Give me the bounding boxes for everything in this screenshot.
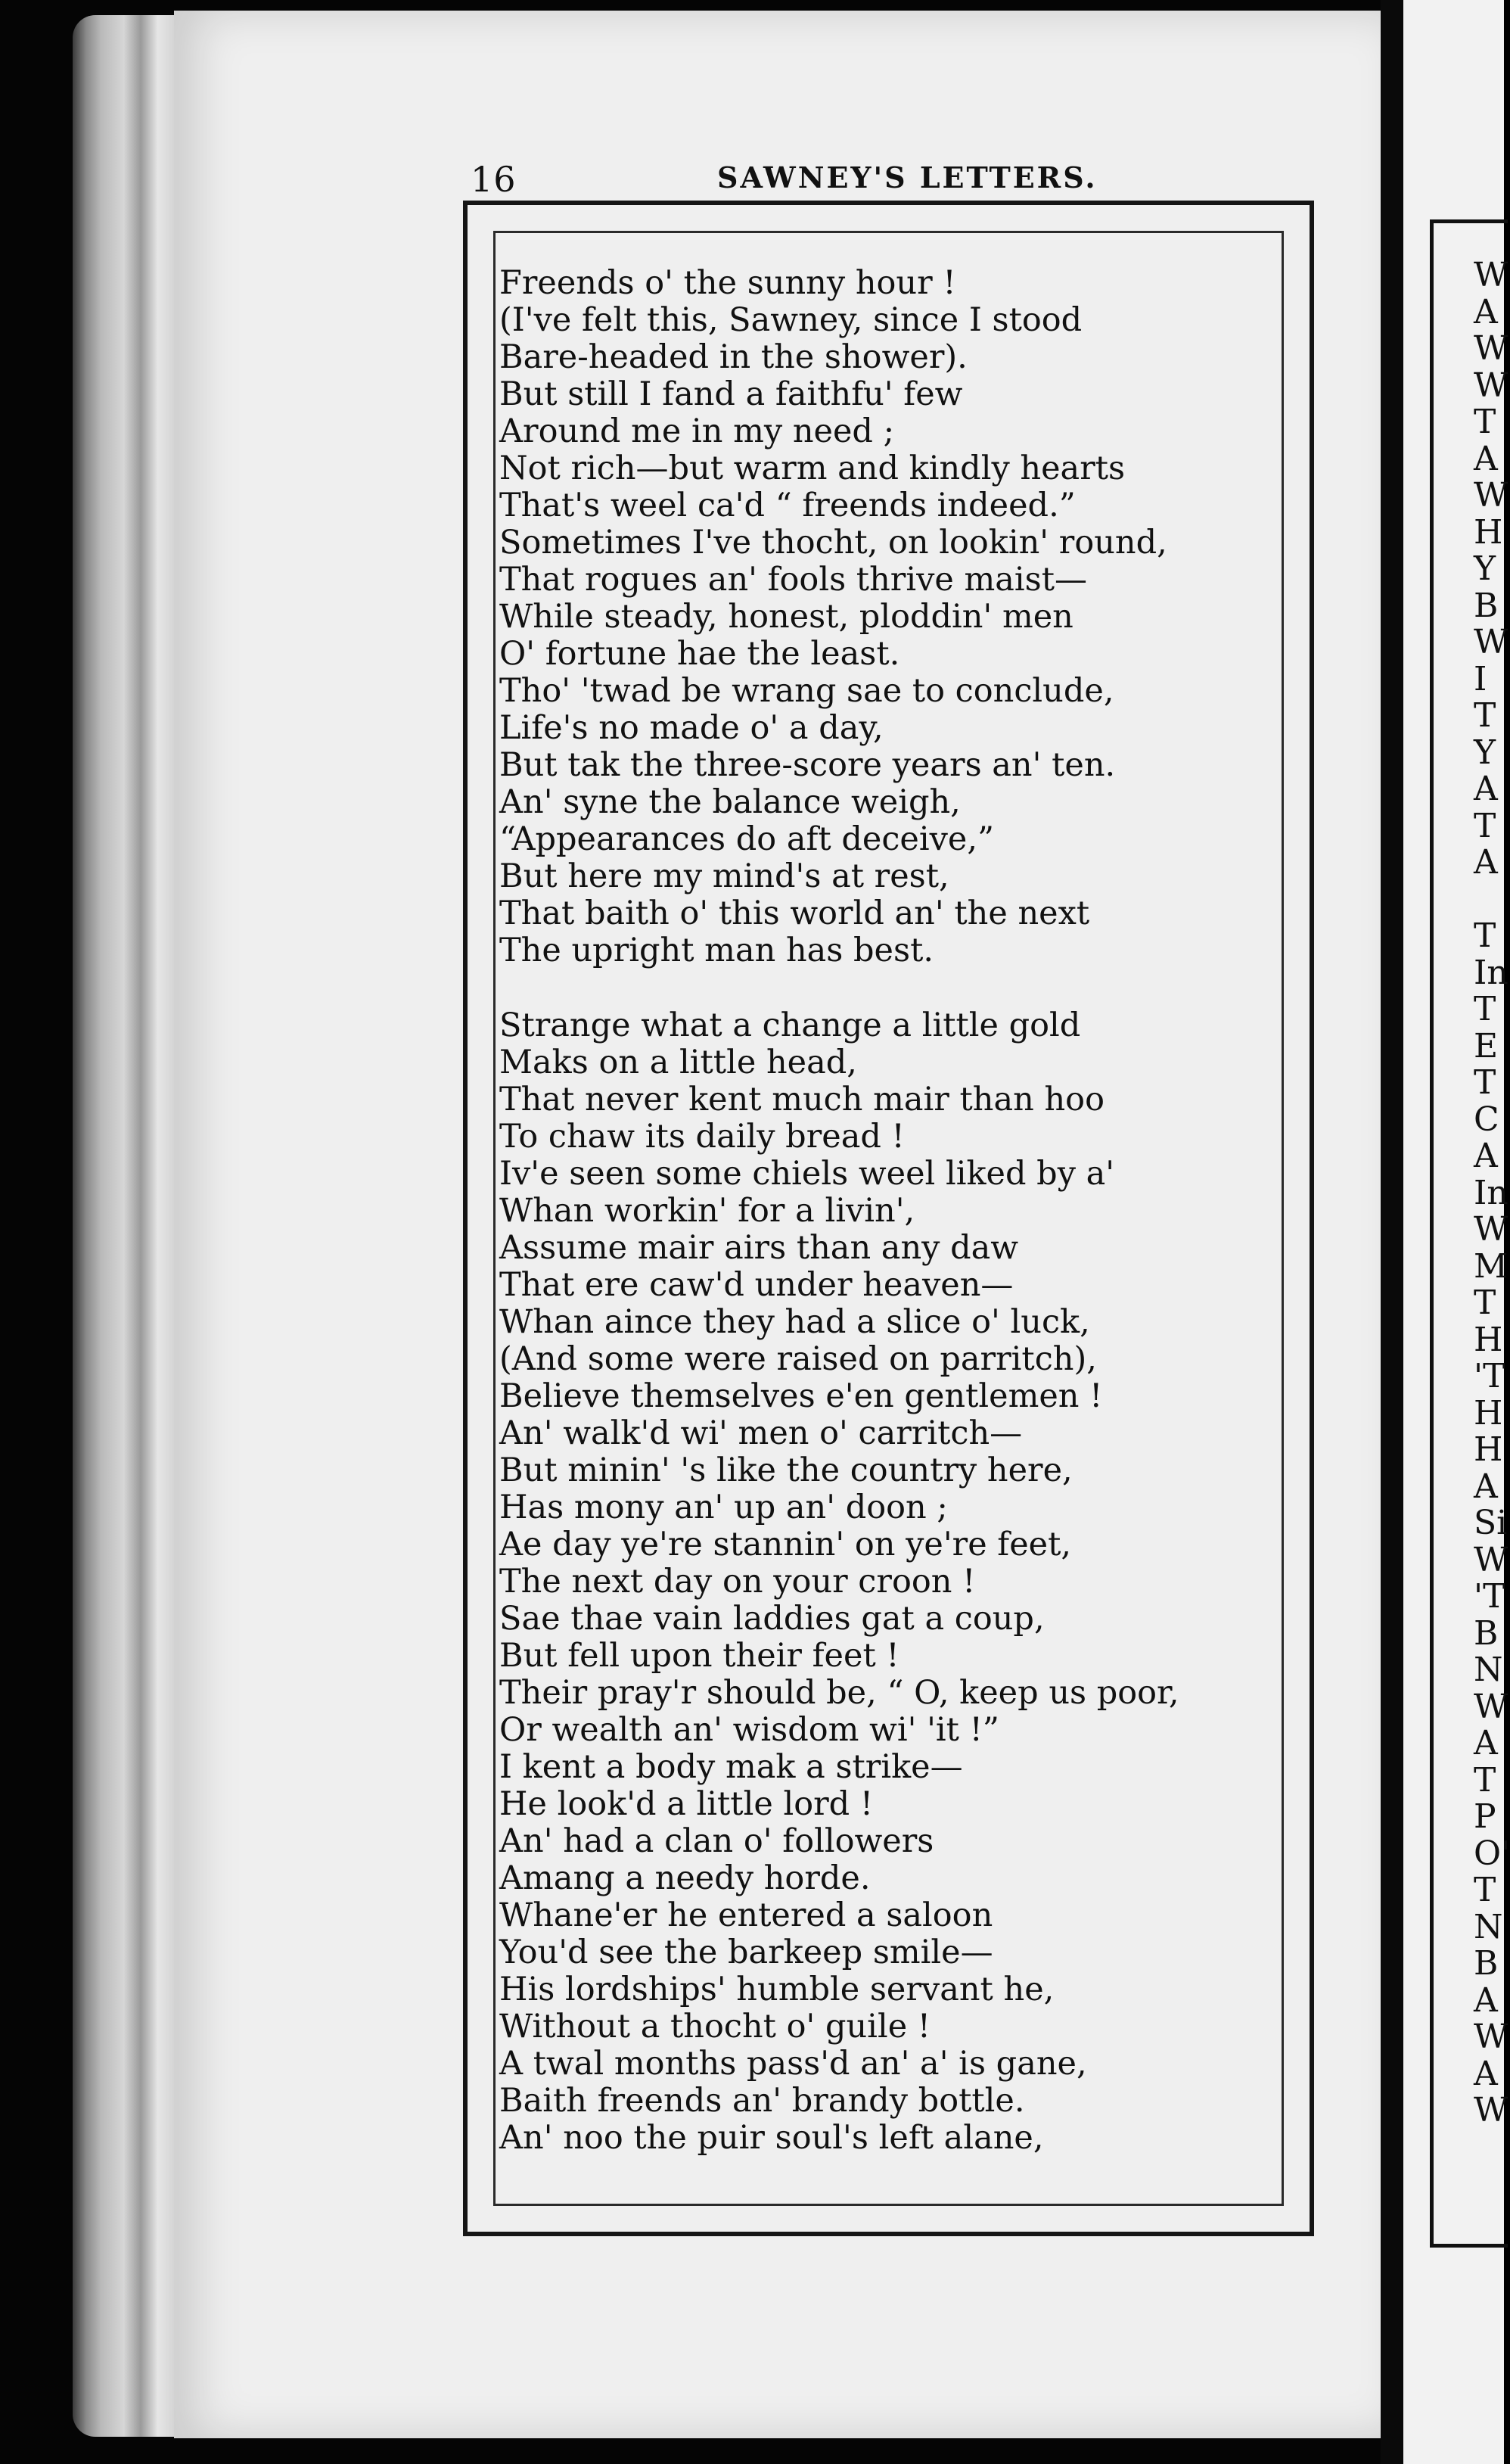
poem-line: Bare-headed in the shower).: [499, 338, 968, 376]
poem-line: Whane'er he entered a saloon: [499, 1896, 993, 1934]
poem-line: But still I fand a faithfu' few: [499, 375, 963, 413]
poem-line: A twal months pass'd an' a' is gane,: [499, 2045, 1087, 2083]
poem-line: Around me in my need ;: [499, 412, 895, 450]
poem-line: To chaw its daily bread !: [499, 1118, 905, 1156]
stanza-1: [499, 265, 1286, 969]
poem-line: (I've felt this, Sawney, since I stood: [499, 301, 1083, 339]
poem-line: But tak the three-score years an' ten.: [499, 746, 1116, 784]
stanza-2: [499, 1007, 1286, 2157]
poem-line: An' syne the balance weigh,: [499, 783, 961, 821]
poem-line: Or wealth an' wisdom wi' 'it !”: [499, 1711, 999, 1749]
poem-line: Whan aince they had a slice o' luck,: [499, 1303, 1090, 1341]
poem-line: Sometimes I've thocht, on lookin' round,: [499, 524, 1167, 562]
poem-line: “Appearances do aft deceive,”: [499, 820, 995, 858]
stanza-break: [499, 969, 1286, 1007]
poem-line: Sae thae vain laddies gat a coup,: [499, 1600, 1045, 1638]
poem-line: Not rich—but warm and kindly hearts: [499, 450, 1126, 487]
poem-line: Baith freends an' brandy bottle.: [499, 2082, 1025, 2120]
running-head: SAWNEY'S LETTERS.: [717, 160, 1098, 194]
poem-line: Their pray'r should be, “ O, keep us poor,: [499, 1674, 1179, 1712]
poem-line: Strange what a change a little gold: [499, 1006, 1081, 1044]
poem-line: Life's no made o' a day,: [499, 709, 884, 747]
poem-line: But fell upon their feet !: [499, 1637, 899, 1675]
poem-line: He look'd a little lord !: [499, 1785, 874, 1823]
poem-line: Whan workin' for a livin',: [499, 1192, 915, 1230]
poem-line: Amang a needy horde.: [499, 1859, 871, 1897]
poem-line: But minin' 's like the country here,: [499, 1451, 1073, 1489]
poem-line: That baith o' this world an' the next: [499, 894, 1090, 932]
poem-line: While steady, honest, ploddin' men: [499, 598, 1073, 636]
poem-line: Ae day ye're stannin' on ye're feet,: [499, 1526, 1072, 1563]
poem-line: The next day on your croon !: [499, 1563, 976, 1601]
facing-page-text: W A W W T A W H Y B W I T Y A T A T In T E T C A In W M T H 'T H H A Si W 'T B N W A T P O' T N B A W A W: [1474, 256, 1510, 2130]
poem-line: Freends o' the sunny hour !: [499, 264, 956, 302]
poem-line: Has mony an' up an' doon ;: [499, 1489, 948, 1526]
poem-line: Maks on a little head,: [499, 1044, 857, 1081]
poem: [499, 265, 1286, 2157]
poem-line: That rogues an' fools thrive maist—: [499, 561, 1088, 599]
poem-line: That's weel ca'd “ freends indeed.”: [499, 487, 1076, 524]
poem-line: O' fortune hae the least.: [499, 635, 900, 673]
poem-line: That ere caw'd under heaven—: [499, 1266, 1014, 1304]
poem-line: An' walk'd wi' men o' carritch—: [499, 1414, 1023, 1452]
page-number: 16: [471, 159, 517, 200]
poem-line: Iv'e seen some chiels weel liked by a': [499, 1155, 1115, 1193]
poem-line: But here my mind's at rest,: [499, 857, 949, 895]
poem-line: The upright man has best.: [499, 932, 934, 969]
poem-line: I kent a body mak a strike—: [499, 1748, 963, 1786]
poem-line: Tho' 'twad be wrang sae to conclude,: [499, 672, 1114, 710]
poem-line: An' noo the puir soul's left alane,: [499, 2119, 1044, 2157]
poem-line: That never kent much mair than hoo: [499, 1081, 1105, 1118]
poem-line: Without a thocht o' guile !: [499, 2008, 931, 2046]
poem-line: His lordships' humble servant he,: [499, 1971, 1055, 2008]
poem-line: (And some were raised on parritch),: [499, 1340, 1097, 1378]
poem-line: Believe themselves e'en gentlemen !: [499, 1377, 1103, 1415]
poem-line: You'd see the barkeep smile—: [499, 1934, 993, 1971]
book-page-edges: [73, 15, 186, 2437]
book-gutter: [1381, 0, 1403, 2464]
poem-line: Assume mair airs than any daw: [499, 1229, 1019, 1267]
poem-line: An' had a clan o' followers: [499, 1822, 934, 1860]
